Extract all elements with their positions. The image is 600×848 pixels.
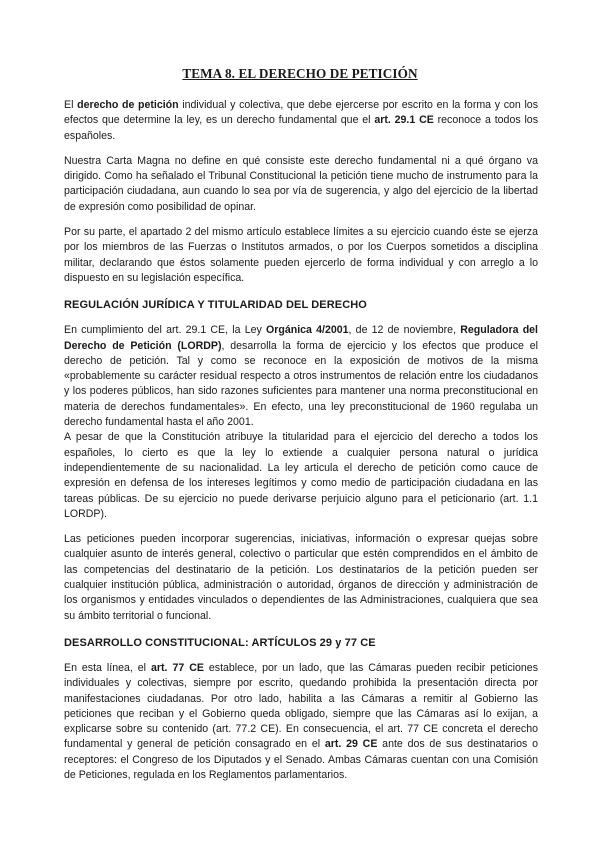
paragraph-titularidad: A pesar de que la Constitución atribuye la titularidad para el ejercicio del derecho a todos los españoles, lo cierto es que la ley lo extiende a cualquier persona natural o jurídica independientemente de su nacionalidad. La ley articula el derecho de petición como cauce de expresión en defensa de los intereses legítimos y como medio de participación ciudadana en las tareas públicas. De su ejercicio no puede derivarse perjuicio alguno para el peticionario (art. 1.1 LORDP). <box>64 431 538 520</box>
section-heading-regulacion: REGULACIÓN JURÍDICA Y TITULARIDAD DEL DERECHO <box>64 299 367 312</box>
bold-term: derecho de petición <box>77 99 179 111</box>
document-body <box>64 98 538 783</box>
paragraph-carta-magna: Nuestra Carta Magna no define en qué consiste este derecho fundamental ni a qué órgano va dirigido. Como ha señalado el Tribunal Constitucional la petición tiene mucho de instrumento para la participación ciudadana, aun cuando lo sea por vía de sugerencia, y algo del ejercicio de la libertad de expresión como posibilidad de opinar. <box>64 154 538 213</box>
text-run: En esta línea, el <box>64 661 151 674</box>
bold-term: Reguladora del Derecho de Petición (LORDP) <box>64 324 538 352</box>
text-run: reconoce a todos los españoles. <box>64 114 538 142</box>
paragraph-lordp <box>64 323 538 430</box>
text-run: individual y colectiva, que debe ejercerse por escrito en la forma y con los efectos que determine la ley, es un derecho fundamental que el <box>64 99 538 127</box>
text-run: En cumplimiento del art. 29.1 CE, la Ley <box>64 324 266 337</box>
section-heading-desarrollo: DESARROLLO CONSTITUCIONAL: ARTÍCULOS 29 y 77 CE <box>64 636 376 649</box>
bold-term: art. 29.1 CE <box>374 114 434 127</box>
bold-term: Orgánica 4/2001 <box>266 324 349 337</box>
text-run: establece, por un lado, que las Cámaras pueden recibir peticiones individuales y colectivas, siempre por escrito, quedando prohibida la presentación directa por manifestaciones ciudadanas. Por otro lado, habilita a las Cámaras a remitir al Gobierno las peticiones que reciban y el Gobierno queda obligado, siempre que las Cámaras así lo exijan, a explicarse sobre su contenido (art. 77.2 CE). En consecuencia, el art. 77 CE concreta el derecho fundamental y general de petición consagrado en el <box>64 661 538 751</box>
bold-term: art. 77 CE <box>151 661 204 674</box>
text-run: , de 12 de noviembre, <box>348 324 461 337</box>
text-run: ante dos de sus destinatarios o receptores: el Congreso de los Diputados y el Senado. Ambas Cámaras cuentan con una Comisión de Peticiones, regulada en los Reglamentos parlamentarios. <box>64 738 538 781</box>
text-run: , desarrolla la forma de ejercicio y los efectos que produce el derecho de petición. Tal y como se reconoce en la exposición de motivos de la misma «probablemente su carácter residual respecto a otros instrumentos de relación entre los ciudadanos y los poderes públicos, han sido razones suficientes para mantener una norma preconstitucional en materia de derechos fundamentales». En efecto, una ley preconstitucional de 1960 regulaba un derecho fundamental hasta el año 2001. <box>64 339 538 429</box>
bold-term: art. 29 CE <box>324 738 378 751</box>
paragraph-intro <box>64 98 538 144</box>
paragraph-art77 <box>64 661 538 783</box>
paragraph-peticiones: Las peticiones pueden incorporar sugerencias, iniciativas, información o expresar quejas sobre cualquier asunto de interés general, colectivo o particular que estén comprendidos en el ámbito de las competencias del destinatario de la petición. Los destinatarios de la petición pueden ser cualquier institución pública, administración o autoridad, órganos de dirección y administración de los organismos y entidades vinculados o dependientes de las Administraciones, cualquiera que sea su ámbito territorial o funcional. <box>64 533 538 622</box>
paragraph-limites: Por su parte, el apartado 2 del mismo artículo establece límites a su ejercicio cuando éste se ejerza por los miembros de las Fuerzas o Institutos armados, o por los Cuerpos sometidos a disciplina militar, declarando que éstos solamente pueden ejercerlo de forma individual y con arreglo a lo dispuesto en su legislación específica. <box>64 226 538 284</box>
page-title: TEMA 8. EL DERECHO DE PETICIÓN <box>182 66 418 81</box>
text-run: El <box>64 99 78 111</box>
